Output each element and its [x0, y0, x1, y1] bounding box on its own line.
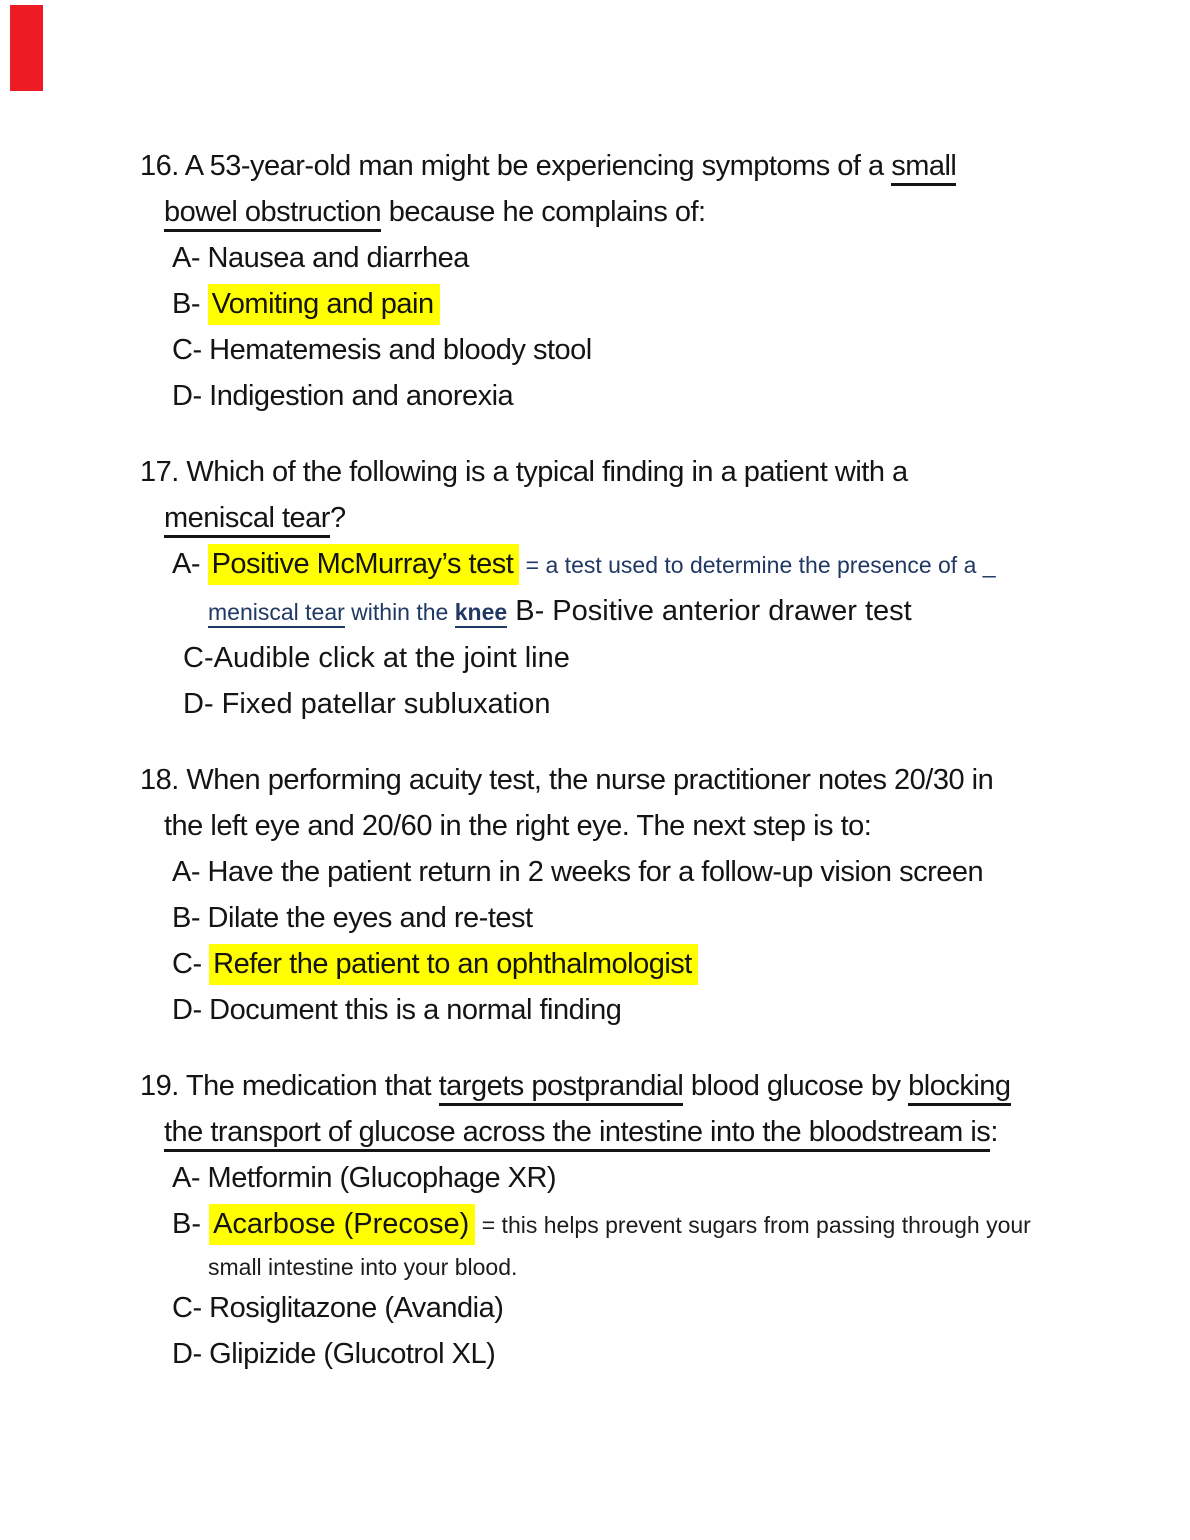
q18-option-b: [172, 895, 1140, 941]
q17-annotation-mid: within the: [344, 599, 455, 625]
q18-header-text: When performing acuity test, the nurse practitioner notes 20/30 in: [178, 764, 994, 796]
q17-underlined-meniscal-tear: meniscal tear: [164, 502, 330, 538]
q16-option-d-text: D- Indigestion and anorexia: [172, 380, 514, 412]
q18-header-text-2: the left eye and 20/60 in the right eye. The next step is to:: [164, 810, 872, 842]
q19-option-b-continuation: [208, 1248, 1140, 1285]
q17-option-c: [183, 635, 1140, 681]
q17-option-a-highlight: Positive McMurray’s test: [208, 544, 520, 585]
q18-option-d: [172, 987, 1140, 1033]
q19-underlined-transport-phrase: the transport of glucose across the intestine into the bloodstream is: [164, 1116, 990, 1152]
q18-option-a: [172, 849, 1140, 895]
q18-option-c-highlight: Refer the patient to an ophthalmologist: [209, 944, 698, 985]
q16-option-b-highlight: Vomiting and pain: [208, 284, 440, 325]
q16-option-c-text: C- Hematemesis and bloody stool: [172, 334, 592, 366]
q17-option-b-text: B- Positive anterior drawer test: [507, 595, 912, 627]
red-annotation-mark: [10, 5, 43, 91]
q16-header-line-1: [140, 143, 1140, 189]
q19-header-text-2: :: [990, 1116, 998, 1148]
q18-option-d-text: D- Document this is a normal finding: [172, 994, 622, 1026]
q19-option-d: [172, 1331, 1140, 1377]
q19-number: 19.: [140, 1070, 179, 1102]
q19-annotation-text: = this helps prevent sugars from passing through your: [475, 1212, 1031, 1238]
q19-header-text: The medication that: [178, 1070, 439, 1102]
q17-option-d-text: D- Fixed patellar subluxation: [183, 688, 551, 720]
q17-annotation-knee: knee: [455, 599, 507, 628]
question-17: [140, 449, 1140, 727]
q16-underlined-small: small: [891, 150, 956, 186]
q18-option-b-text: B- Dilate the eyes and re-test: [172, 902, 533, 934]
q19-header-line-1: [140, 1063, 1140, 1109]
q17-header-text: Which of the following is a typical finding in a patient with a: [178, 456, 908, 488]
q16-option-b: [172, 281, 1140, 327]
q19-option-c-text: C- Rosiglitazone (Avandia): [172, 1292, 504, 1324]
q17-annotation-link-meniscal-tear: meniscal tear: [208, 599, 345, 628]
question-18: [140, 757, 1140, 1033]
q19-underlined-targets-postprandial: targets postprandial: [439, 1070, 684, 1106]
q17-annotation-tail-mark: _: [982, 552, 996, 578]
q18-header-line-2: [164, 803, 1140, 849]
q18-header-line-1: [140, 757, 1140, 803]
q16-header-text-2: because he complains of:: [381, 196, 706, 228]
q17-option-a-continuation: [208, 588, 1140, 635]
q18-option-a-text: A- Have the patient return in 2 weeks for a follow-up vision screen: [172, 856, 984, 888]
q17-option-a: [172, 541, 1140, 588]
q18-number: 18.: [140, 764, 179, 796]
q17-option-d: [183, 681, 1140, 727]
q16-header-text: A 53-year-old man might be experiencing symptoms of a: [178, 150, 892, 182]
q17-header-line-2: [164, 495, 1140, 541]
q16-header-line-2: [164, 189, 1140, 235]
q17-option-c-text: C-Audible click at the joint line: [183, 642, 570, 674]
q17-number: 17.: [140, 456, 179, 488]
q19-option-a: [172, 1155, 1140, 1201]
q19-option-d-text: D- Glipizide (Glucotrol XL): [172, 1338, 496, 1370]
q19-annotation-text-2: small intestine into your blood.: [208, 1254, 518, 1280]
q19-option-b-highlight: Acarbose (Precose): [209, 1204, 475, 1245]
q19-underlined-blocking: blocking: [908, 1070, 1010, 1106]
q19-option-c: [172, 1285, 1140, 1331]
q17-header-line-1: [140, 449, 1140, 495]
q16-option-a: [172, 235, 1140, 281]
q19-option-b-label: B-: [172, 1208, 210, 1240]
q19-header-line-2: [164, 1109, 1140, 1155]
q16-option-a-text: A- Nausea and diarrhea: [172, 242, 469, 274]
q19-option-a-text: A- Metformin (Glucophage XR): [172, 1162, 557, 1194]
question-19: [140, 1063, 1140, 1377]
q17-annotation-text: = a test used to determine the presence of a: [519, 552, 983, 578]
q16-option-b-label: B-: [172, 288, 208, 320]
q18-option-c-label: C-: [172, 948, 210, 980]
q16-underlined-bowel-obstruction: bowel obstruction: [164, 196, 381, 232]
q16-option-c: [172, 327, 1140, 373]
questions-content: [140, 143, 1140, 1407]
q16-number: 16.: [140, 150, 179, 182]
q19-option-b: [172, 1201, 1140, 1248]
q17-option-a-label: A-: [172, 548, 208, 580]
q16-option-d: [172, 373, 1140, 419]
q17-header-text-2: ?: [329, 502, 346, 534]
q19-header-mid: blood glucose by: [683, 1070, 909, 1102]
question-16: [140, 143, 1140, 419]
q18-option-c: [172, 941, 1140, 987]
